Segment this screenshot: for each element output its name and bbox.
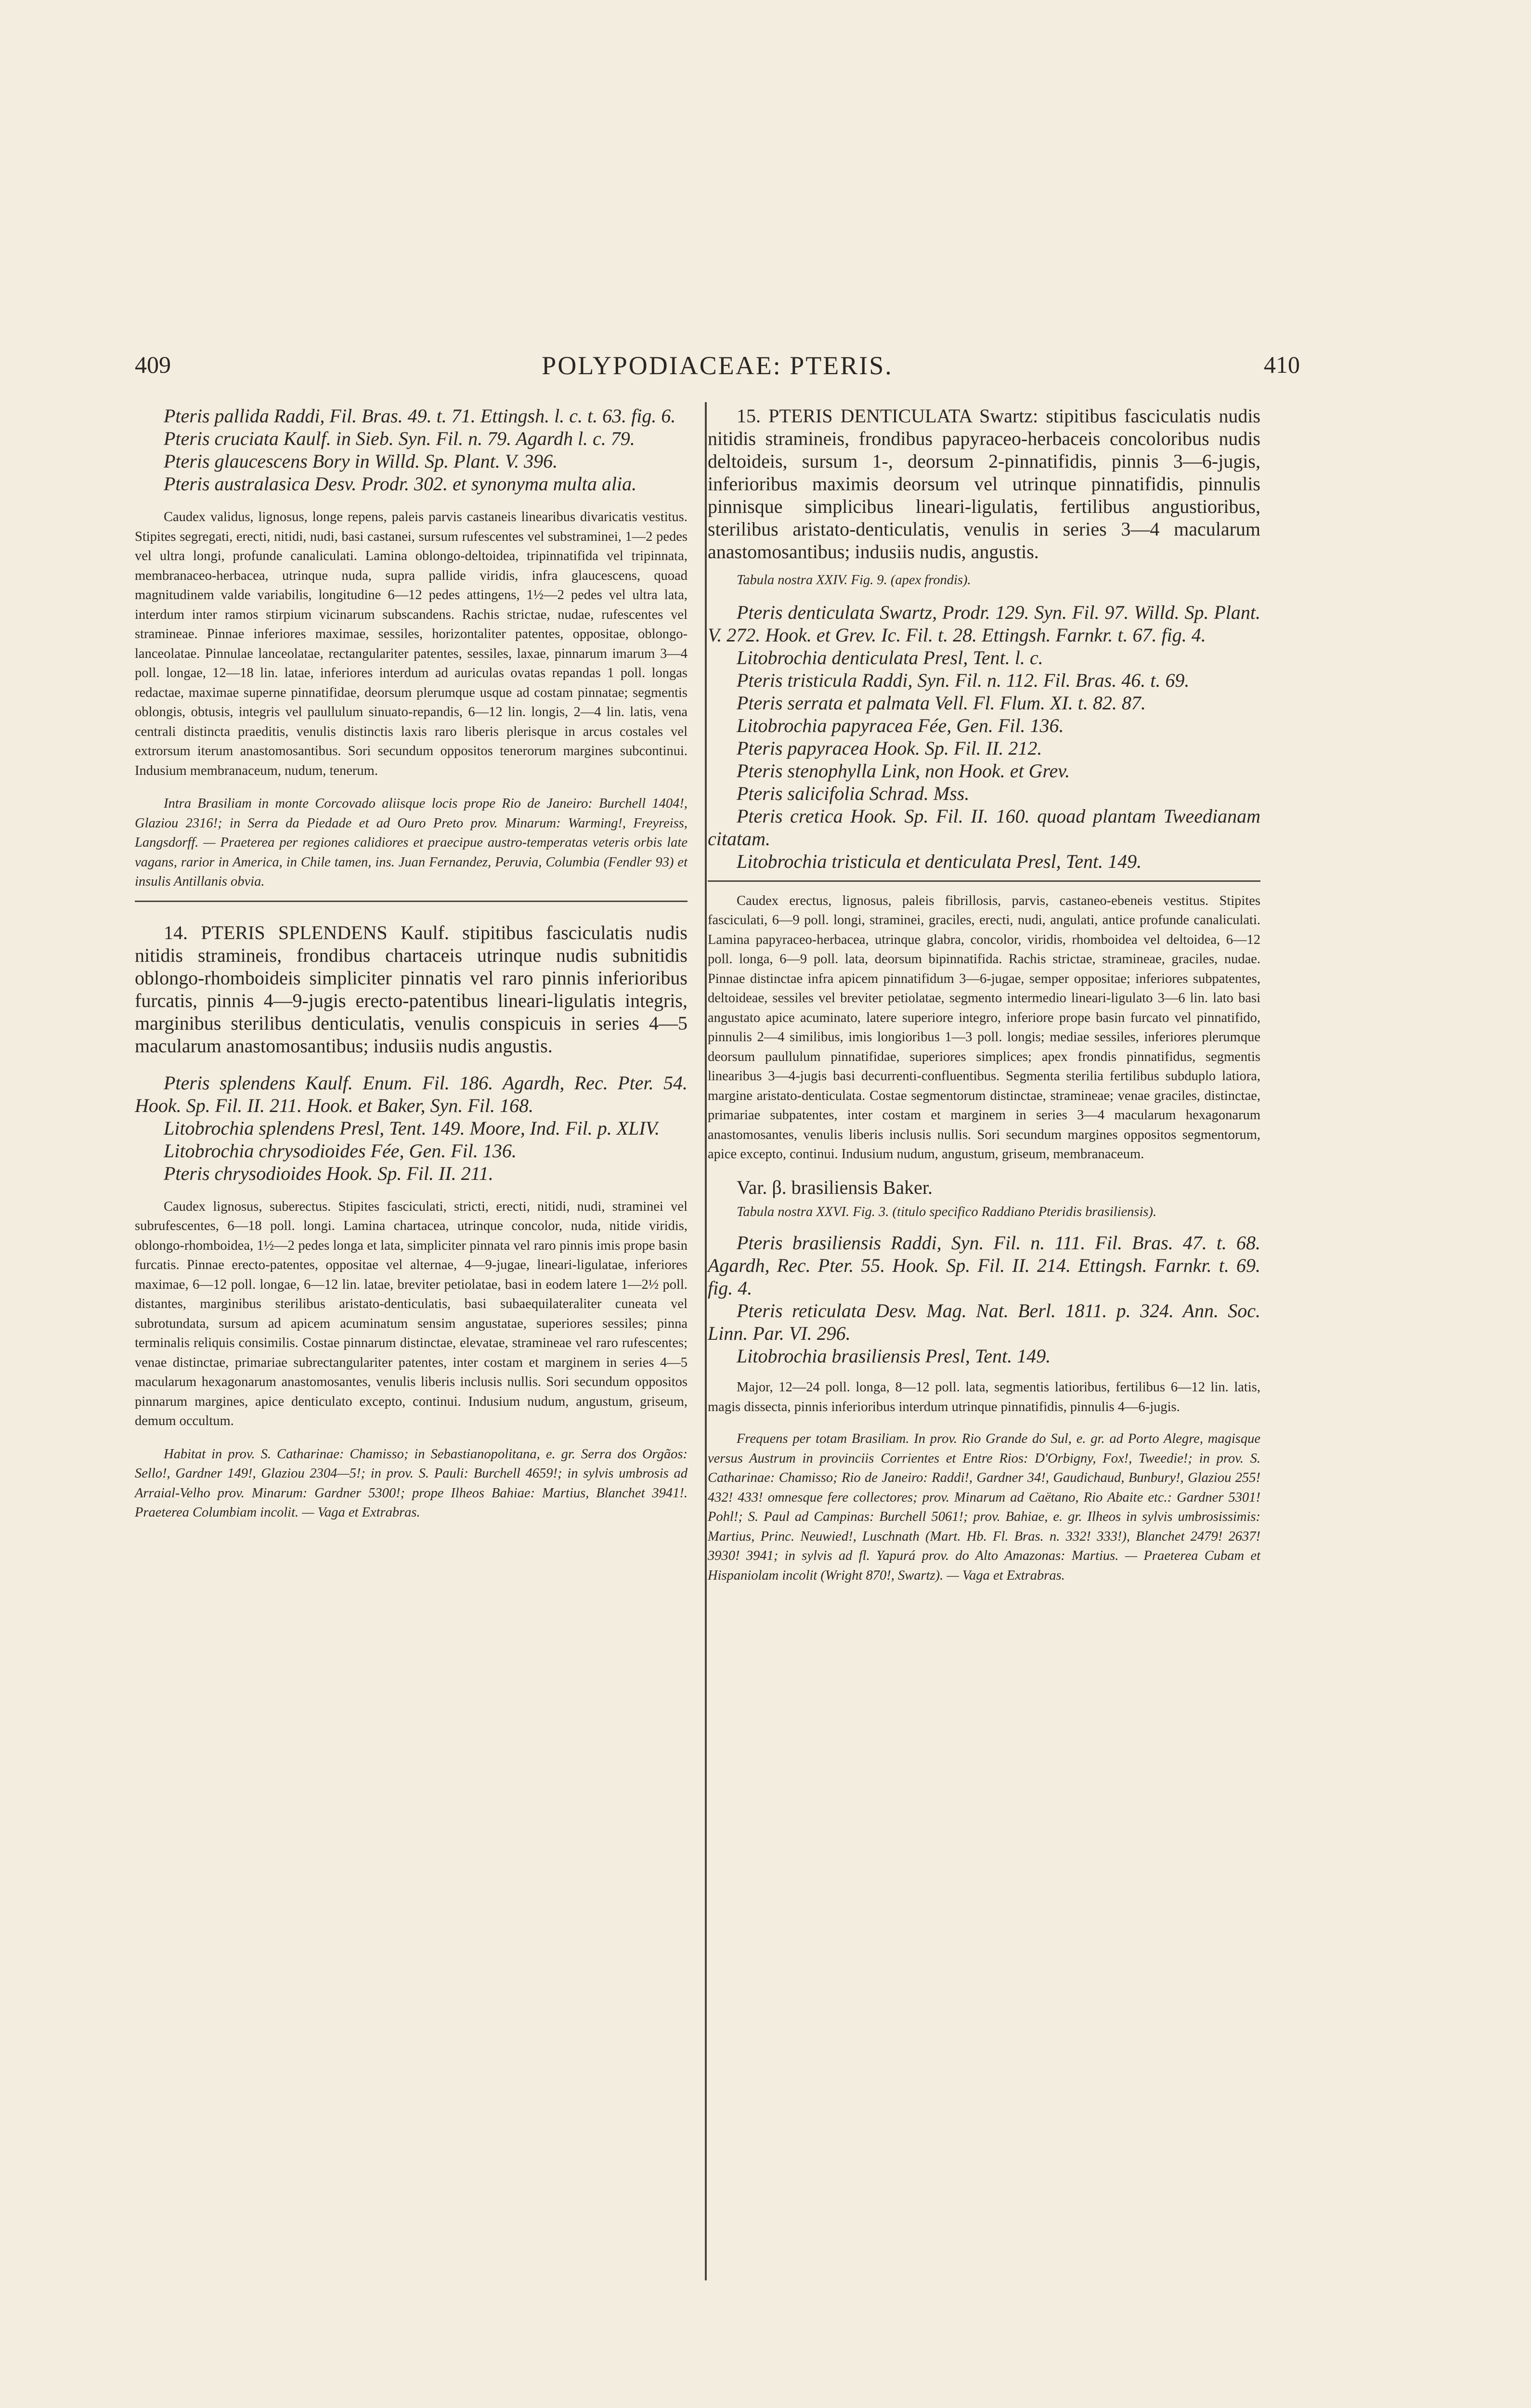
variety-heading: Var. β. brasiliensis Baker.: [737, 1176, 933, 1198]
description-paragraph: Major, 12—24 poll. longa, 8—12 poll. lata, segmentis latioribus, fertilibus 6—12 lin. latis, magis dissecta, pinnis inferioribus interdum utrinque pinnatifidis, pinnulis 4—6-jugis.: [708, 1380, 1260, 1414]
description-paragraph: Caudex validus, lignosus, longe repens, paleis parvis castaneis linearibus divaricatis vestitus. Stipites segregati, erecti, nitidi, nudi, basi castanei, sursum rufescentes vel substraminei, 1—2 pedes vel ultra longi, profunde canaliculati. Lamina oblongo-deltoidea, tripinnatifida vel tripinnata, membranaceo-herbacea, utrinque nuda, supra pallide viridis, infra glaucescens, quoad magnitudinem valde variabilis, longitudine 6—12 pedes attingens, 1½—2 pedes vel ultra lata, interdum inter ramos stirpium vicinarum subscandens. Rachis strictae, nudae, rufescentes vel stramineae. Pinnae inferiores maximae, sessiles, horizontaliter patentes, oppositae, oblongo-lanceolatae. Pinnulae lanceolatae, rectangulariter patentes, sessiles, laxae, pinnarum imarum 3—4 poll. longae, 12—18 lin. latae, inferiores interdum ad auriculas ovatas repandas 1 poll. longas redactae, maximae superne pinnatifidae, deorsum plerumque usque ad costam pinnatae; segmentis oblongis, obtusis, integris vel paullulum sinuato-repandis, 6—12 lin. longis, 2—4 lin. latis, vena centrali distincta praeditis, venulis distinctis laxis raro liberis plerisque in arcus costales vel extrorsum iterum anastomosantibus. Sori secundum oppositos tenerorum margines subcontinui. Indusium membranaceum, nudum, tenerum.: [135, 510, 688, 778]
synonym-line: Pteris salicifolia Schrad. Mss.: [737, 782, 970, 804]
synonym-line: Pteris cruciata Kaulf. in Sieb. Syn. Fil. n. 79. Agardh l. c. 79.: [164, 428, 635, 449]
habitat-paragraph: Habitat in prov. S. Catharinae: Chamisso; in Sebastianopolitana, e. gr. Serra dos Orgãos: Sello!, Gardner 149!, Glaziou 2304—5!; in prov. S. Pauli: Burchell 4659!; in sylvis umbrosis ad Arraial-Velho prov. Minarum: Gardner 5300!; prope Ilheos Bahiae: Martius, Blanchet 3941!. Praeterea Columbiam incolit. — Vaga et Extrabras.: [135, 1446, 688, 1520]
plate-reference: Tabula nostra XXVI. Fig. 3. (titulo specifico Raddiano Pteridis brasiliensis).: [737, 1204, 1157, 1219]
synonym-line: Pteris brasiliensis Raddi, Syn. Fil. n. 111. Fil. Bras. 47. t. 68. Agardh, Rec. Pter. 55. Hook. Sp. Fil. II. 214. Ettingsh. Farnkr. t. 69. fig. 4.: [708, 1232, 1260, 1299]
synonym-line: Pteris denticulata Swartz, Prodr. 129. Syn. Fil. 97. Willd. Sp. Plant. V. 272. Hook. et Grev. Ic. Fil. t. 28. Ettingsh. Farnkr. t. 67. fig. 4.: [708, 601, 1260, 646]
left-page-number: 409: [135, 351, 171, 378]
habitat-paragraph: Intra Brasiliam in monte Corcovado aliisque locis prope Rio de Janeiro: Burchell 1404!, Glaziou 2316!; in Serra da Piedade et ad Ouro Preto prov. Minarum: Warming!, Freyreiss, Langsdorff. — Praeterea per regiones calidiores et praecipue austro-temperatas veteris orbis late vagans, rarior in America, in Chile tamen, ins. Juan Fernandez, Peruvia, Columbia (Fendler 93) et insulis Antillanis obvia.: [135, 796, 688, 889]
synonym-line: Pteris glaucescens Bory in Willd. Sp. Plant. V. 396.: [164, 450, 558, 472]
species-diagnosis: 14. PTERIS SPLENDENS Kaulf. stipitibus fasciculatis nudis nitidis stramineis, frondibus chartaceis utrinque nudis subnitidis oblongo-rhomboideis simpliciter pinnatis vel raro pinnis inferioribus furcatis, pinnis 4—9-jugis erecto-patentibus lineari-ligulatis integris, marginibus sterilibus denticulatis, venulis conspicuis in series 4—5 macularum anastomosantibus; indusiis nudis angustis.: [135, 921, 688, 1057]
synonym-line: Litobrochia denticulata Presl, Tent. l. c.: [737, 646, 1043, 668]
column-divider: [705, 402, 707, 2280]
species-diagnosis: 15. PTERIS DENTICULATA Swartz: stipitibus fasciculatis nudis nitidis stramineis, frondibus papyraceo-herbaceis concoloribus nudis deltoideis, sursum 1-, deorsum 2-pinnatifidis, pinnis 3—6-jugis, inferioribus maximis deorsum vel utrinque pinnatifidis, pinnulis pinnisque simplicibus lineari-ligulatis, fertilibus angustioribus, sterilibus aristato-denticulatis, venulis in series 3—4 macularum anastomosantibus; indusiis nudis, angustis.: [708, 405, 1260, 563]
description-paragraph: Caudex erectus, lignosus, paleis fibrillosis, parvis, castaneo-ebeneis vestitus. Stipites fasciculati, 6—9 poll. longi, straminei, graciles, erecti, nudi, angulati, antice profunde canaliculati. Lamina papyraceo-herbacea, utrinque glabra, concolor, viridis, rhomboidea vel deltoidea, 6—12 poll. longa, 6—9 poll. lata, deorsum bipinnatifida. Rachis strictae, stramineae, graciles, nudae. Pinnae distinctae infra apicem pinnatifidum 3—6-jugae, semper oppositae; inferiores subpatentes, deltoideae, sessiles vel breviter petiolatae, segmento intermedio lineari-ligulato 3—6 lin. lato basi angustato apice acuminato, latere superiore integro, inferiore prope basin furcato vel pinnatifido, pinnulis 2—4 similibus, imis longioribus 1—3 poll. longis; mediae sessiles, inferiores plerumque deorsum paullulum pinnatifidae, superiores simplices; apex frondis pinnatifidus, segmentis linearibus 3—4-jugis basi decurrenti-confluentibus. Segmenta sterilia fertilibus subduplo latiora, margine aristato-denticulata. Costae segmentorum distinctae, stramineae; venae graciles, distinctae, primariae subpatentes, inter costam et marginem in series 3—4 macularum hexagonarum anastomosantes, venulis liberis inclusis nullis. Sori secundum margines oppositos segmentorum, apice excepto, continui. Indusium nudum, angustum, griseum, membranaceum.: [708, 893, 1260, 1162]
synonym-line: Pteris reticulata Desv. Mag. Nat. Berl. 1811. p. 324. Ann. Soc. Linn. Par. VI. 296.: [708, 1300, 1260, 1344]
running-title: POLYPODIACEAE: PTERIS.: [542, 351, 893, 380]
synonym-line: Litobrochia chrysodioides Fée, Gen. Fil. 136.: [164, 1139, 517, 1162]
synonym-line: Litobrochia papyracea Fée, Gen. Fil. 136.: [737, 714, 1064, 736]
synonym-line: Litobrochia tristicula et denticulata Presl, Tent. 149.: [737, 850, 1142, 872]
left-column: [135, 405, 688, 1523]
synonym-line: Pteris serrata et palmata Vell. Fl. Flum. XI. t. 82. 87.: [737, 692, 1146, 714]
synonym-line: Pteris cretica Hook. Sp. Fil. II. 160. quoad plantam Tweedianam citatam.: [708, 805, 1260, 850]
synonym-line: Litobrochia splendens Presl, Tent. 149. Moore, Ind. Fil. p. XLIV.: [164, 1117, 660, 1139]
synonym-line: Pteris tristicula Raddi, Syn. Fil. n. 112. Fil. Bras. 46. t. 69.: [737, 669, 1190, 691]
synonym-line: Pteris stenophylla Link, non Hook. et Grev.: [737, 759, 1070, 782]
description-paragraph: Caudex lignosus, suberectus. Stipites fasciculati, stricti, erecti, nitidi, nudi, straminei vel subrufescentes, 6—18 poll. longi. Lamina chartacea, utrinque concolor, nuda, nitide viridis, oblongo-rhomboidea, 1½—2 pedes longa et lata, simpliciter pinnata vel raro pinnis imis prope basin furcatis. Pinnae erecto-patentes, oppositae vel alternae, 4—9-jugae, lineari-ligulatae, inferiores maximae, 6—12 poll. longae, 6—12 lin. latae, breviter petiolatae, basi in eodem latere 1—2½ poll. distantes, marginibus sterilibus aristato-denticulatis, basi subaequilateraliter cuneata vel subrotundata, sursum ad apicem acuminatum sensim angustatae, superiores sessiles; pinna terminalis reliquis consimilis. Costae pinnarum distinctae, elevatae, stramineae vel raro rufescentes; venae distinctae, primariae subrectangulariter patentes, inter costam et marginem in series 4—5 macularum hexagonarum anastomosantes, venulis liberis inclusis nullis. Sori secundum oppositos pinnarum margines, apice denticulato excepto, continui. Indusium nudum, angustum, griseum, demum occultum.: [135, 1199, 688, 1428]
habitat-paragraph: Frequens per totam Brasiliam. In prov. Rio Grande do Sul, e. gr. ad Porto Alegre, magisque versus Austrum in provinciis Corrientes et Entre Rios: D'Orbigny, Fox!, Tweedie!; in prov. S. Catharinae: Chamisso; Rio de Janeiro: Raddi!, Gardner 34!, Gaudichaud, Bunbury!, Glaziou 255! 432! 433! omnesque fere collectores; prov. Minarum ad Caëtano, Rio Abaite etc.: Gardner 5301! Pohl!; S. Paul ad Campinas: Burchell 5061!; prov. Bahiae, e. gr. Ilheos in sylvis umbrosissimis: Martius, Princ. Neuwied!, Luschnath (Mart. Hb. Fl. Bras. n. 332! 333!), Blanchet 2479! 2637! 3930! 3941; in sylvis ad fl. Yapurá prov. do Alto Amazonas: Martius. — Praeterea Cubam et Hispaniolam incolit (Wright 870!, Swartz). — Vaga et Extrabras.: [708, 1431, 1260, 1583]
synonym-line: Pteris papyracea Hook. Sp. Fil. II. 212.: [737, 737, 1042, 759]
page-header: [135, 351, 1300, 384]
right-column: [708, 405, 1260, 1585]
synonym-line: Pteris australasica Desv. Prodr. 302. et synonyma multa alia.: [164, 473, 637, 495]
right-page-number: 410: [1264, 351, 1300, 378]
synonym-line: Pteris chrysodioides Hook. Sp. Fil. II. 211.: [164, 1162, 493, 1184]
synonym-line: Litobrochia brasiliensis Presl, Tent. 149.: [737, 1345, 1051, 1367]
synonym-line: Pteris splendens Kaulf. Enum. Fil. 186. Agardh, Rec. Pter. 54. Hook. Sp. Fil. II. 211. Hook. et Baker, Syn. Fil. 168.: [135, 1072, 688, 1116]
plate-reference: Tabula nostra XXIV. Fig. 9. (apex frondis).: [737, 573, 971, 588]
synonym-line: Pteris pallida Raddi, Fil. Bras. 49. t. 71. Ettingsh. l. c. t. 63. fig. 6.: [164, 405, 676, 427]
